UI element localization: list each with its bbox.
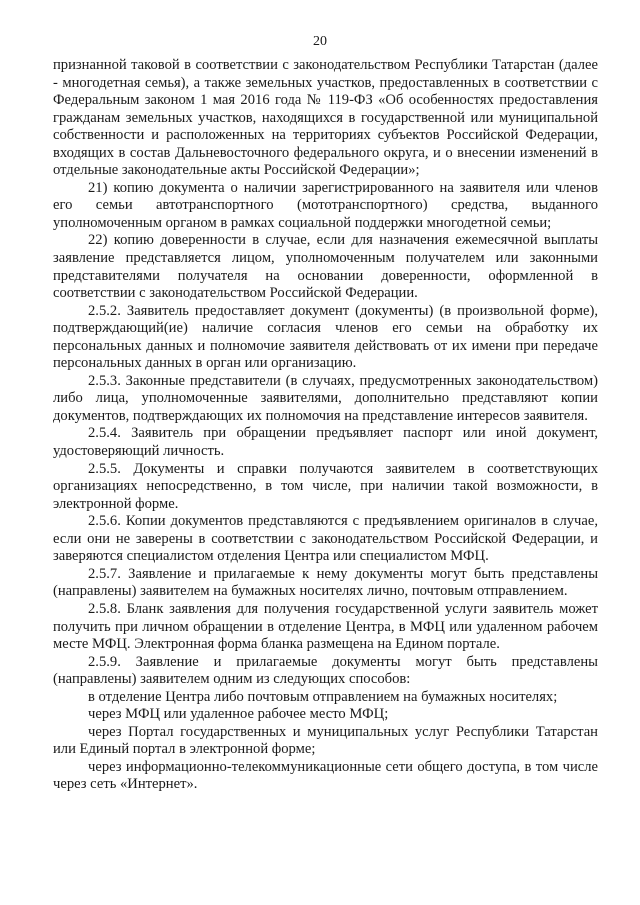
paragraph: 2.5.7. Заявление и прилагаемые к нему документы могут быть представлены (направлены) заявителем на бумажных носителях лично, почтовым отправлением. bbox=[53, 565, 598, 600]
paragraph: 2.5.2. Заявитель предоставляет документ (документы) (в произвольной форме), подтверждающий(ие) наличие согласия членов его семьи на обработку их персональных данных и полномочие заявителя действовать от их имени при передаче персональных данных в орган или организацию. bbox=[53, 302, 598, 372]
paragraph: 21) копию документа о наличии зарегистрированного на заявителя или членов его семьи автотранспортного (мототранспортного) средства, выданного уполномоченным органом в рамках социальной поддержки многодетной семьи; bbox=[53, 179, 598, 231]
paragraph: 22) копию доверенности в случае, если для назначения ежемесячной выплаты заявление представляется лицом, уполномоченным получателем или законными представителями получателя на основании доверенности, оформленной в соответствии с законодательством Российской Федерации. bbox=[53, 232, 598, 302]
paragraph: 2.5.4. Заявитель при обращении предъявляет паспорт или иной документ, удостоверяющий личность. bbox=[53, 425, 598, 460]
paragraph: 2.5.3. Законные представители (в случаях, предусмотренных законодательством) либо лица, уполномоченные заявителями, дополнительно представляют копии документов, подтверждающих их полномочия на представление интересов заявителя. bbox=[53, 372, 598, 424]
page-number: 20 bbox=[313, 34, 327, 49]
paragraph: через МФЦ или удаленное рабочее место МФЦ; bbox=[88, 706, 389, 723]
paragraph: 2.5.5. Документы и справки получаются заявителем в соответствующих организациях непосредственно, в том числе, при наличии такой возможности, в электронной форме. bbox=[53, 460, 598, 512]
paragraph: 2.5.6. Копии документов представляются с предъявлением оригиналов в случае, если они не заверены в соответствии с законодательством Российской Федерации, и заверяются специалистом отделения Центра или специалистом МФЦ. bbox=[53, 513, 598, 565]
paragraph: 2.5.8. Бланк заявления для получения государственной услуги заявитель может получить при личном обращении в отделение Центра, в МФЦ или удаленном рабочем месте МФЦ. Электронная форма бланка размещена на Едином портале. bbox=[53, 600, 598, 653]
paragraph: признанной таковой в соответствии с законодательством Республики Татарстан (далее - многодетная семья), а также земельных участков, предоставленных в соответствии с Федеральным законом 1 мая 2016 года № 119-ФЗ «Об особенностях предоставления гражданам земельных участков, находящихся в государственной или муниципальной собственности и расположенных на территориях субъектов Российской Федерации, входящих в состав Дальневосточного федерального округа, и о внесении изменений в отдельные законодательные акты Российской Федерации»; bbox=[53, 57, 598, 179]
document-body bbox=[53, 57, 598, 794]
paragraph: в отделение Центра либо почтовым отправлением на бумажных носителях; bbox=[88, 688, 558, 705]
paragraph: через информационно-телекоммуникационные сети общего доступа, в том числе через сеть «Интернет». bbox=[53, 758, 598, 793]
paragraph: 2.5.9. Заявление и прилагаемые документы могут быть представлены (направлены) заявителем одним из следующих способов: bbox=[53, 653, 598, 688]
paragraph: через Портал государственных и муниципальных услуг Республики Татарстан или Единый портал в электронной форме; bbox=[53, 723, 598, 758]
